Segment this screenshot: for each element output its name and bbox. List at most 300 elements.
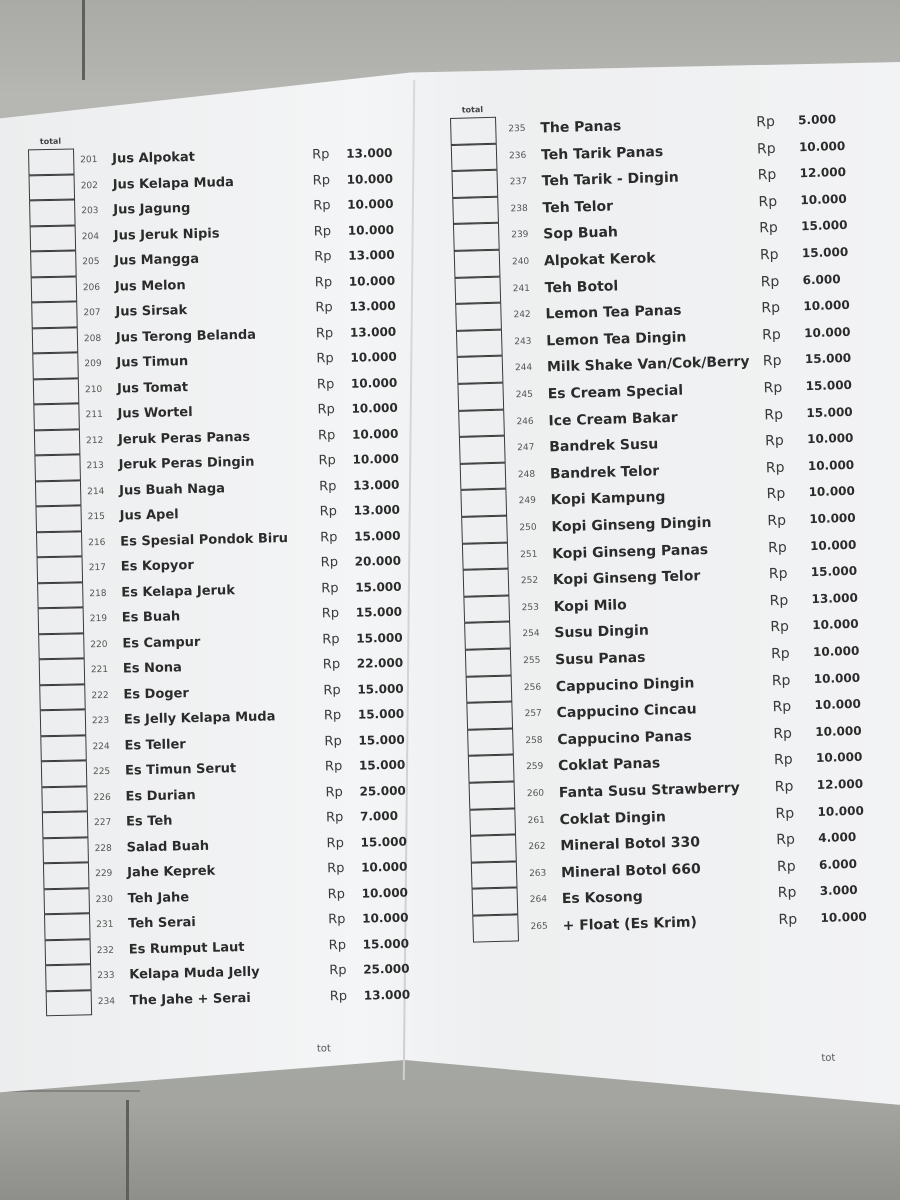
item-price: 13.000 <box>349 298 396 314</box>
currency-label: Rp <box>768 565 788 583</box>
quantity-box[interactable] <box>38 607 85 633</box>
item-price: 10.000 <box>350 349 397 365</box>
quantity-box[interactable] <box>455 303 502 331</box>
currency-label: Rp <box>324 758 343 775</box>
quantity-box[interactable] <box>470 835 517 863</box>
item-number: 237 <box>509 177 528 188</box>
item-name: Es Campur <box>122 634 201 652</box>
item-name: Jus Jagung <box>113 201 191 218</box>
item-price: 10.000 <box>351 400 398 416</box>
currency-label: Rp <box>761 300 781 317</box>
quantity-box[interactable] <box>42 811 89 837</box>
currency-label: Rp <box>770 645 790 663</box>
item-number: 241 <box>512 283 531 294</box>
item-name: Kopi Ginseng Panas <box>551 541 709 562</box>
item-number: 217 <box>88 562 107 574</box>
item-number: 207 <box>83 307 101 319</box>
item-name: Jeruk Peras Panas <box>117 429 251 448</box>
item-name: Jus Tomat <box>116 379 189 397</box>
item-name: Salad Buah <box>126 838 210 855</box>
item-price: 10.000 <box>813 670 861 686</box>
quantity-box[interactable] <box>465 649 512 677</box>
menu-page-right <box>450 105 900 1064</box>
item-number: 248 <box>517 469 536 481</box>
item-number: 215 <box>87 511 105 523</box>
quantity-box[interactable] <box>460 489 507 517</box>
currency-label: Rp <box>327 886 346 902</box>
currency-label: Rp <box>314 274 333 290</box>
quantity-box[interactable] <box>34 454 81 480</box>
item-name: Es Teh <box>125 813 173 830</box>
item-price: 10.000 <box>812 643 860 660</box>
item-number: 257 <box>524 708 543 720</box>
item-price: 13.000 <box>352 477 400 493</box>
currency-label: Rp <box>776 858 796 875</box>
item-name: Es Buah <box>121 609 181 626</box>
item-number: 235 <box>508 123 526 135</box>
item-name: + Float (Es Krim) <box>562 914 698 935</box>
currency-label: Rp <box>776 831 796 849</box>
quantity-box[interactable] <box>463 595 510 623</box>
item-number: 226 <box>93 792 111 803</box>
item-price: 10.000 <box>809 510 856 527</box>
item-name: Kopi Kampung <box>550 489 666 509</box>
tile-grout-top-left <box>82 0 85 80</box>
quantity-box[interactable] <box>452 196 499 224</box>
quantity-box[interactable] <box>453 223 500 251</box>
item-number: 202 <box>80 180 99 191</box>
quantity-box[interactable] <box>44 913 91 939</box>
currency-label: Rp <box>316 351 334 367</box>
item-price: 13.000 <box>349 324 397 340</box>
item-price: 15.000 <box>354 528 401 544</box>
currency-label: Rp <box>326 860 345 877</box>
currency-label: Rp <box>769 592 789 610</box>
item-name: Teh Jahe <box>127 889 190 906</box>
item-price: 10.000 <box>362 910 409 926</box>
item-number: 239 <box>511 230 529 241</box>
item-number: 210 <box>84 384 103 395</box>
item-price: 13.000 <box>811 590 859 606</box>
quantity-box[interactable] <box>34 429 81 455</box>
currency-label: Rp <box>762 353 782 370</box>
currency-label: Rp <box>756 113 776 131</box>
item-number: 213 <box>86 460 104 472</box>
currency-label: Rp <box>757 167 777 184</box>
currency-label: Rp <box>758 193 778 211</box>
item-name: Kopi Ginseng Dingin <box>551 514 712 536</box>
quantity-box[interactable] <box>460 462 507 490</box>
item-name: Es Rumput Laut <box>128 939 245 957</box>
quantity-box[interactable] <box>43 888 90 914</box>
item-price: 15.000 <box>804 351 852 367</box>
item-number: 205 <box>82 256 100 268</box>
currency-label: Rp <box>312 147 330 163</box>
item-price: 22.000 <box>356 655 404 671</box>
item-price: 13.000 <box>353 502 401 518</box>
currency-label: Rp <box>328 937 347 953</box>
item-number: 203 <box>81 205 99 217</box>
currency-label: Rp <box>326 835 345 851</box>
menu-page-left <box>0 136 418 1055</box>
currency-label: Rp <box>320 529 338 545</box>
quantity-box[interactable] <box>33 378 80 404</box>
quantity-box[interactable] <box>468 755 515 783</box>
item-name: Jus Sirsak <box>115 303 188 320</box>
item-name: Mineral Botol 330 <box>560 834 701 855</box>
item-number: 256 <box>523 682 542 693</box>
left-footer-tot: tot <box>316 1043 331 1055</box>
item-price: 25.000 <box>363 961 410 977</box>
currency-label: Rp <box>319 504 338 520</box>
item-name: Es Teller <box>124 736 186 754</box>
item-number: 234 <box>97 996 116 1007</box>
item-name: Lemon Tea Panas <box>545 302 682 323</box>
item-price: 15.000 <box>356 630 403 646</box>
item-price: 12.000 <box>799 165 847 181</box>
quantity-box[interactable] <box>28 148 75 174</box>
item-number: 253 <box>521 602 540 613</box>
item-price: 10.000 <box>351 426 399 442</box>
item-price: 10.000 <box>800 191 847 208</box>
item-name: Es Timun Serut <box>124 761 237 779</box>
item-name: Alpokat Kerok <box>543 250 656 270</box>
quantity-box[interactable] <box>450 117 497 145</box>
item-number: 244 <box>514 363 533 374</box>
item-number: 225 <box>92 766 111 778</box>
quantity-box[interactable] <box>39 658 86 684</box>
currency-label: Rp <box>763 379 783 397</box>
item-number: 252 <box>520 575 539 587</box>
quantity-box[interactable] <box>466 702 513 730</box>
item-name: Milk Shake Van/Cok/Berry <box>546 354 750 376</box>
currency-label: Rp <box>317 402 335 418</box>
item-number: 255 <box>523 655 541 667</box>
item-number: 249 <box>518 496 537 507</box>
left-total-header: total <box>39 136 62 147</box>
quantity-box[interactable] <box>457 383 504 411</box>
item-number: 204 <box>81 231 100 242</box>
item-price: 15.000 <box>355 604 403 620</box>
item-number: 216 <box>88 537 106 548</box>
quantity-box[interactable] <box>462 542 509 570</box>
item-price: 10.000 <box>807 457 855 473</box>
item-name: Coklat Dingin <box>559 808 667 828</box>
item-name: Es Spesial Pondok Biru <box>120 530 289 550</box>
quantity-box[interactable] <box>39 684 86 710</box>
quantity-box[interactable] <box>464 622 511 650</box>
item-number: 212 <box>86 435 104 446</box>
quantity-box[interactable] <box>45 964 92 990</box>
item-name: Es Nona <box>122 660 183 677</box>
item-name: Teh Tarik Panas <box>540 143 664 164</box>
item-name: Jus Apel <box>119 507 179 524</box>
item-name: Jus Melon <box>114 277 186 295</box>
currency-label: Rp <box>777 885 797 902</box>
item-price: 15.000 <box>358 757 406 773</box>
currency-label: Rp <box>770 619 790 636</box>
item-price: 15.000 <box>360 834 408 850</box>
item-number: 238 <box>510 203 528 215</box>
quantity-box[interactable] <box>30 250 77 276</box>
quantity-box[interactable] <box>42 837 89 863</box>
quantity-box[interactable] <box>32 352 79 378</box>
item-name: Jus Mangga <box>114 251 200 269</box>
currency-label: Rp <box>761 326 782 344</box>
item-name: Es Cream Special <box>547 382 684 403</box>
quantity-box[interactable] <box>456 329 503 357</box>
quantity-box[interactable] <box>31 301 78 327</box>
item-number: 236 <box>508 150 527 161</box>
item-price: 10.000 <box>820 909 867 925</box>
item-name: Kopi Ginseng Telor <box>552 568 701 589</box>
item-name: Kelapa Muda Jelly <box>129 964 260 983</box>
item-name: Es Kopyor <box>120 558 194 575</box>
item-number: 206 <box>82 282 101 293</box>
currency-label: Rp <box>323 682 341 698</box>
currency-label: Rp <box>323 707 342 724</box>
item-name: Susu Panas <box>554 649 646 669</box>
item-price: 10.000 <box>346 171 394 187</box>
quantity-box[interactable] <box>457 356 504 384</box>
item-price: 15.000 <box>357 681 404 697</box>
currency-label: Rp <box>316 376 335 392</box>
currency-label: Rp <box>756 140 776 158</box>
quantity-box[interactable] <box>32 327 79 353</box>
item-number: 242 <box>513 310 531 321</box>
item-name: Fanta Susu Strawberry <box>558 780 740 802</box>
currency-label: Rp <box>773 752 793 769</box>
quantity-box[interactable] <box>37 556 84 582</box>
quantity-box[interactable] <box>459 436 506 464</box>
quantity-box[interactable] <box>35 505 82 531</box>
currency-label: Rp <box>767 539 787 556</box>
item-name: Susu Dingin <box>554 623 650 642</box>
item-price: 7.000 <box>359 808 399 824</box>
item-price: 10.000 <box>814 696 862 713</box>
item-number: 221 <box>90 664 109 676</box>
item-number: 222 <box>91 690 109 701</box>
item-number: 211 <box>85 409 103 421</box>
item-number: 247 <box>517 442 535 454</box>
currency-label: Rp <box>322 631 340 647</box>
quantity-box[interactable] <box>472 914 519 942</box>
currency-label: Rp <box>760 273 780 290</box>
quantity-box[interactable] <box>37 582 84 608</box>
item-price: 10.000 <box>812 617 859 633</box>
currency-label: Rp <box>759 246 779 264</box>
currency-label: Rp <box>313 198 331 214</box>
item-price: 15.000 <box>800 218 848 234</box>
item-name: Bandrek Susu <box>549 436 659 456</box>
currency-label: Rp <box>322 656 341 673</box>
item-name: Jahe Keprek <box>127 863 216 881</box>
item-price: 10.000 <box>348 273 396 289</box>
quantity-box[interactable] <box>43 862 90 888</box>
item-name: Cappucino Panas <box>557 728 692 749</box>
item-number: 260 <box>526 788 545 800</box>
item-price: 10.000 <box>360 859 408 875</box>
quantity-box[interactable] <box>472 888 519 916</box>
quantity-box[interactable] <box>29 174 76 200</box>
currency-label: Rp <box>321 606 340 622</box>
item-price: 15.000 <box>357 706 405 722</box>
item-number: 232 <box>96 945 115 956</box>
item-name: Teh Telor <box>542 198 614 217</box>
item-name: Teh Tarik - Dingin <box>541 169 679 190</box>
item-number: 265 <box>530 921 548 933</box>
quantity-box[interactable] <box>466 675 513 703</box>
quantity-box[interactable] <box>40 735 87 761</box>
right-footer-tot: tot <box>821 1052 836 1064</box>
item-price: 25.000 <box>359 783 406 799</box>
quantity-box[interactable] <box>471 861 518 889</box>
currency-label: Rp <box>317 427 336 443</box>
currency-label: Rp <box>758 220 779 237</box>
item-price: 10.000 <box>809 537 857 553</box>
item-price: 6.000 <box>802 271 841 287</box>
quantity-box[interactable] <box>41 786 88 812</box>
currency-label: Rp <box>771 672 791 689</box>
item-price: 6.000 <box>818 856 858 872</box>
item-number: 251 <box>520 549 538 560</box>
quantity-box[interactable] <box>33 403 80 429</box>
item-price: 10.000 <box>361 885 409 901</box>
item-name: Cappucino Dingin <box>555 674 695 695</box>
item-price: 13.000 <box>363 987 411 1003</box>
quantity-box[interactable] <box>451 143 498 171</box>
currency-label: Rp <box>314 249 332 265</box>
item-name: Lemon Tea Dingin <box>546 329 687 350</box>
quantity-box[interactable] <box>458 409 505 437</box>
item-number: 227 <box>94 817 112 829</box>
item-number: 223 <box>91 715 110 727</box>
quantity-box[interactable] <box>45 939 92 965</box>
item-price: 10.000 <box>803 324 851 340</box>
currency-label: Rp <box>328 911 346 928</box>
quantity-box[interactable] <box>451 170 498 198</box>
item-price: 10.000 <box>798 138 846 154</box>
item-price: 10.000 <box>808 484 856 500</box>
item-name: Jus Jeruk Nipis <box>113 225 220 244</box>
quantity-box[interactable] <box>38 633 85 659</box>
item-number: 231 <box>96 919 114 931</box>
quantity-box[interactable] <box>469 808 516 836</box>
quantity-box[interactable] <box>40 709 87 735</box>
currency-label: Rp <box>778 911 798 929</box>
item-number: 214 <box>87 486 105 497</box>
item-price: 10.000 <box>803 298 850 314</box>
currency-label: Rp <box>773 725 793 743</box>
item-number: 258 <box>525 735 543 746</box>
item-name: Jus Alpokat <box>112 149 196 167</box>
currency-label: Rp <box>772 698 792 716</box>
quantity-box[interactable] <box>467 728 514 756</box>
quantity-box[interactable] <box>463 569 510 597</box>
item-number: 229 <box>95 868 113 880</box>
item-name: Kopi Milo <box>553 597 627 616</box>
item-price: 15.000 <box>362 936 410 952</box>
quantity-box[interactable] <box>31 276 78 302</box>
item-name: Jus Buah Naga <box>119 480 226 499</box>
item-number: 218 <box>89 588 107 599</box>
item-number: 262 <box>528 841 546 853</box>
item-price: 10.000 <box>352 451 400 467</box>
item-number: 201 <box>80 154 98 166</box>
item-price: 15.000 <box>805 377 853 394</box>
currency-label: Rp <box>318 453 337 469</box>
item-number: 230 <box>95 894 114 905</box>
quantity-box[interactable] <box>454 250 501 278</box>
item-price: 13.000 <box>346 145 393 161</box>
item-number: 219 <box>89 613 108 625</box>
item-price: 15.000 <box>355 579 402 595</box>
item-price: 15.000 <box>806 404 853 420</box>
item-number: 250 <box>519 522 537 534</box>
quantity-box[interactable] <box>46 990 93 1016</box>
currency-label: Rp <box>318 478 337 494</box>
item-number: 264 <box>529 894 548 906</box>
item-number: 263 <box>528 868 547 879</box>
item-price: 10.000 <box>350 375 398 391</box>
item-price: 15.000 <box>358 732 405 748</box>
item-name: Teh Botol <box>544 277 619 297</box>
item-price: 10.000 <box>806 431 854 447</box>
quantity-box[interactable] <box>29 199 76 225</box>
item-price: 10.000 <box>815 750 863 766</box>
currency-label: Rp <box>329 988 348 1004</box>
item-name: Sop Buah <box>543 224 619 243</box>
currency-label: Rp <box>764 406 784 423</box>
item-number: 209 <box>84 358 102 370</box>
item-name: Cappucino Cincau <box>556 701 697 722</box>
item-name: Mineral Botol 660 <box>560 861 702 881</box>
quantity-box[interactable] <box>36 531 83 557</box>
currency-label: Rp <box>774 778 794 796</box>
quantity-box[interactable] <box>469 781 516 809</box>
item-price: 12.000 <box>816 776 864 793</box>
item-price: 5.000 <box>798 112 837 128</box>
quantity-box[interactable] <box>35 480 82 506</box>
quantity-box[interactable] <box>41 760 88 786</box>
item-name: Ice Cream Bakar <box>548 409 678 429</box>
item-price: 4.000 <box>818 830 857 846</box>
item-number: 246 <box>516 416 534 427</box>
item-number: 261 <box>527 815 545 826</box>
currency-label: Rp <box>315 325 334 341</box>
item-name: Teh Serai <box>128 915 196 932</box>
item-name: Jus Kelapa Muda <box>112 174 235 193</box>
currency-label: Rp <box>329 962 347 979</box>
currency-label: Rp <box>321 580 339 596</box>
item-name: Coklat Panas <box>557 755 661 775</box>
item-name: Es Durian <box>125 787 196 805</box>
quantity-box[interactable] <box>454 276 501 304</box>
currency-label: Rp <box>315 300 333 316</box>
currency-label: Rp <box>325 809 344 826</box>
item-price: 3.000 <box>819 883 858 899</box>
item-price: 10.000 <box>817 803 864 819</box>
quantity-box[interactable] <box>461 516 508 544</box>
item-price: 10.000 <box>347 196 394 212</box>
currency-label: Rp <box>325 784 343 800</box>
currency-label: Rp <box>324 733 342 749</box>
item-price: 15.000 <box>810 563 858 580</box>
item-name: Es Doger <box>123 685 189 703</box>
item-name: The Jahe + Serai <box>129 990 251 1008</box>
quantity-box[interactable] <box>30 225 77 251</box>
item-number: 243 <box>514 336 532 348</box>
